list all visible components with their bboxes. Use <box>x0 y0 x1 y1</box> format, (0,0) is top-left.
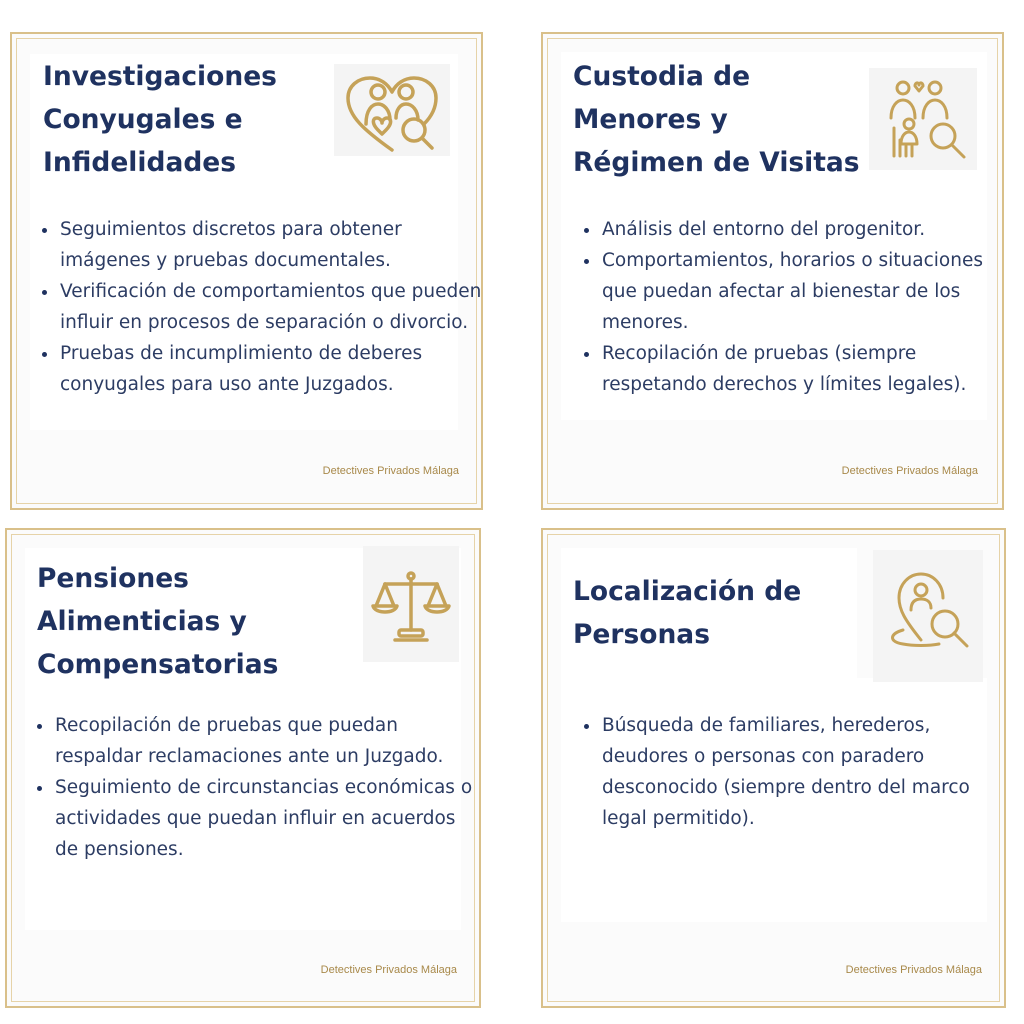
service-list <box>34 214 483 400</box>
service-card-conyugales <box>10 32 483 510</box>
title-line: Personas <box>573 619 710 650</box>
list-item: • Seguimiento de circunstancias económicas o actividades que puedan influir en acuerdos de pensiones. <box>53 772 483 865</box>
title-line: Localización de <box>573 576 802 607</box>
list-item: • Recopilación de pruebas (siempre respetando derechos y límites legales). <box>600 338 1020 400</box>
title-line: Compensatorias <box>37 649 279 680</box>
title-line: Alimenticias y <box>37 606 247 637</box>
title-line: Pensiones <box>37 563 189 594</box>
family-search-icon <box>869 68 977 170</box>
list-item: • Recopilación de pruebas que puedan respaldar reclamaciones ante un Juzgado. <box>53 710 483 772</box>
list-item: • Búsqueda de familiares, herederos, deudores o personas con paradero desconocido (siempre dentro del marco legal permitido). <box>600 710 1012 834</box>
title-line: Conyugales e <box>43 104 243 135</box>
list-item: • Análisis del entorno del progenitor. <box>600 214 1020 245</box>
title-line: Régimen de Visitas <box>573 147 860 178</box>
card-title <box>37 557 278 686</box>
list-item: • Pruebas de incumplimiento de deberes conyugales para uso ante Juzgados. <box>58 338 483 400</box>
card-title <box>573 570 801 656</box>
title-line: Custodia de <box>573 61 751 92</box>
service-list <box>29 710 483 865</box>
brand-footer: Detectives Privados Málaga <box>841 465 978 477</box>
service-card-custodia <box>541 32 1004 510</box>
brand-footer: Detectives Privados Málaga <box>322 465 459 477</box>
list-item: • Seguimientos discretos para obtener imágenes y pruebas documentales. <box>58 214 483 276</box>
card-title <box>43 55 277 184</box>
list-item: • Comportamientos, horarios o situaciones que puedan afectar al bienestar de los menores. <box>600 245 1020 338</box>
list-item: • Verificación de comportamientos que pueden influir en procesos de separación o divorcio. <box>58 276 483 338</box>
couple-heart-search-icon <box>334 64 450 156</box>
brand-footer: Detectives Privados Málaga <box>845 964 982 976</box>
scales-icon <box>363 546 459 662</box>
brand-footer: Detectives Privados Málaga <box>320 964 457 976</box>
service-card-pensiones <box>5 528 481 1008</box>
title-line: Menores y <box>573 104 728 135</box>
service-card-localizacion <box>541 528 1006 1008</box>
card-title <box>573 55 860 184</box>
title-line: Infidelidades <box>43 147 237 178</box>
service-list <box>576 710 1012 834</box>
service-list <box>576 214 1020 400</box>
location-person-search-icon <box>873 550 983 682</box>
title-line: Investigaciones <box>43 61 277 92</box>
